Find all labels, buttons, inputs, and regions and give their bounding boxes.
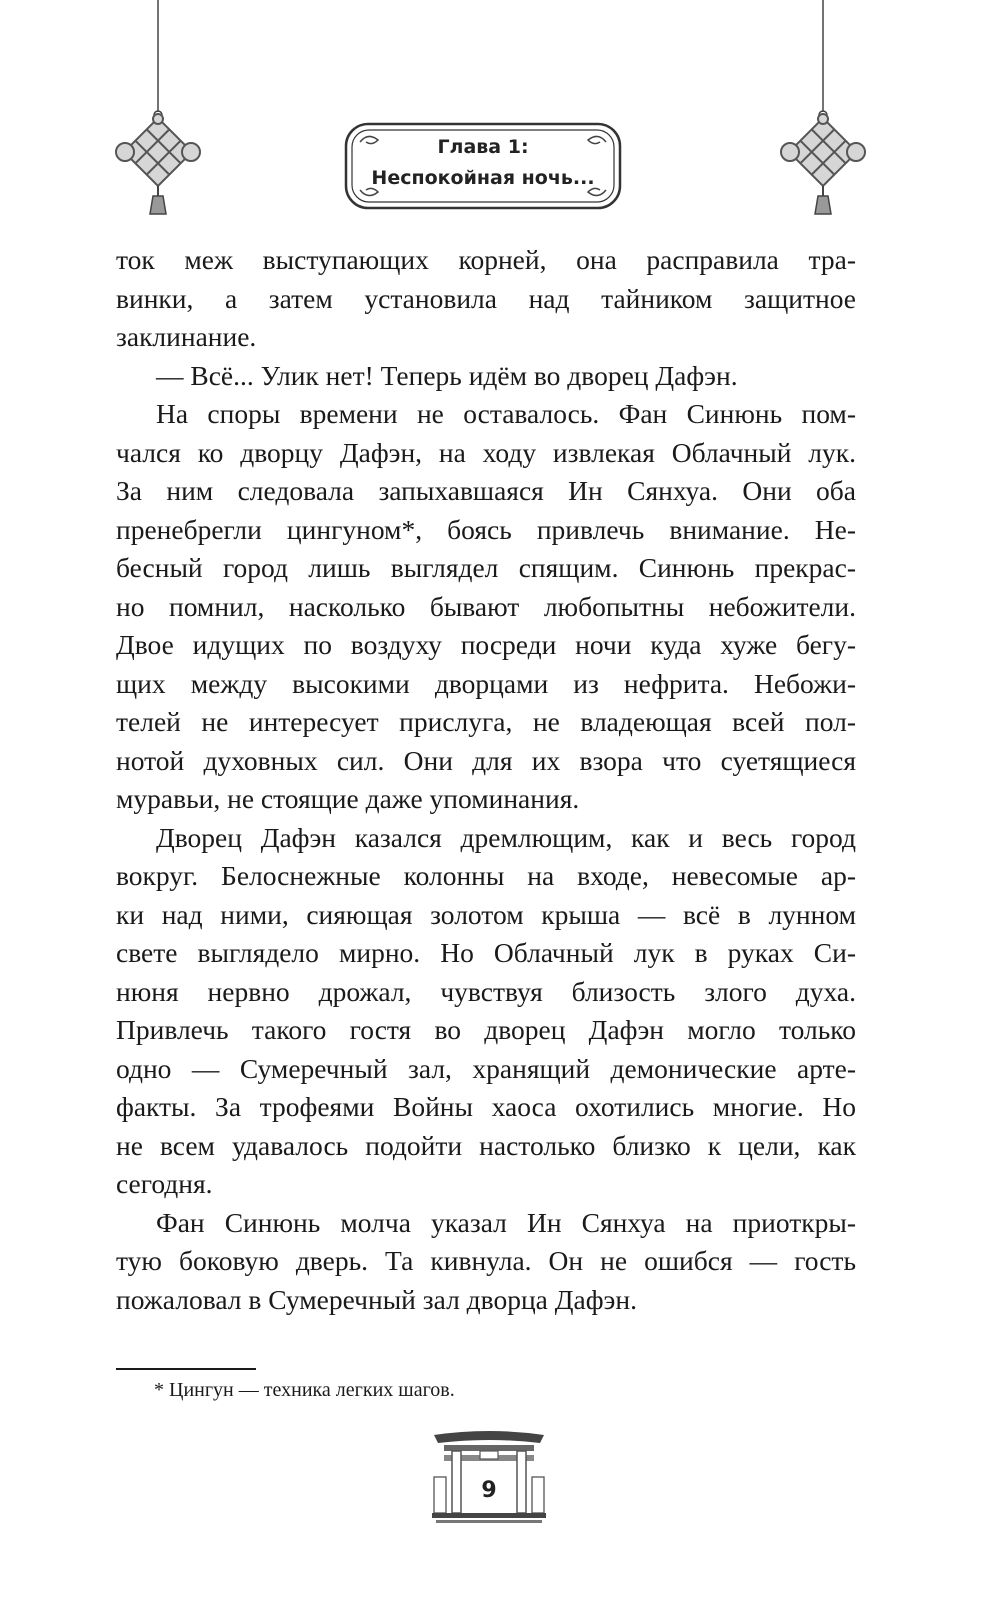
- text-line: ки над ними, сияющая золотом крыша — всё в лунном: [116, 898, 856, 930]
- text-line: ток меж выступающих корней, она расправила тра-: [116, 244, 856, 275]
- text-line: Фан Синюнь молча указал Ин Сянхуа на приоткры-: [156, 1206, 856, 1238]
- text-line: — Всё... Улик нет! Теперь идём во дворец Дафэн.: [156, 359, 738, 391]
- chapter-number: Глава 1:: [437, 136, 529, 158]
- text-line: пожаловал в Сумеречный зал дворца Дафэн.: [116, 1283, 637, 1315]
- torii-gate-icon: [430, 1425, 548, 1525]
- footnote-divider: [116, 1368, 256, 1370]
- text-line: одно — Сумеречный зал, хранящий демонические арте-: [116, 1052, 856, 1084]
- text-line: чался ко дворцу Дафэн, на ходу извлекая Облачный лук.: [116, 436, 856, 468]
- text-line: вокруг. Белоснежные колонны на входе, невесомые ар-: [116, 860, 856, 891]
- text-line: свете выглядело мирно. Но Облачный лук в руках Си-: [116, 937, 856, 968]
- page-number: 9: [481, 1478, 497, 1503]
- text-line: винки, а затем установила над тайником защитное: [116, 282, 856, 314]
- chapter-title: Неспокойная ночь...: [371, 167, 595, 189]
- text-line: пренебрегли цингуном*, боясь привлечь внимание. Не-: [116, 513, 856, 545]
- chapter-heading: [340, 118, 626, 214]
- text-line: муравьи, не стоящие даже упоминания.: [116, 783, 580, 814]
- text-line: нотой духовных сил. Они для их взора что суетящиеся: [116, 744, 856, 776]
- endless-knot-ornament-right: [778, 0, 868, 215]
- text-line: За ним следовала запыхавшаяся Ин Сянхуа. Они оба: [116, 475, 856, 506]
- text-line: На споры времени не оставалось. Фан Синюнь пом-: [156, 398, 856, 429]
- text-line: сегодня.: [116, 1168, 213, 1199]
- text-line: Дворец Дафэн казался дремлющим, как и весь город: [156, 821, 856, 853]
- text-line: телей не интересует прислуга, не владеющая всей пол-: [116, 706, 856, 737]
- body-text: [116, 241, 856, 1319]
- text-line: щих между высокими дворцами из нефрита. Небожи-: [116, 667, 856, 699]
- text-line: не всем удавалось подойти настолько близко к цели, как: [116, 1129, 856, 1161]
- text-line: нюня нервно дрожал, чувствуя близость злого духа.: [116, 975, 856, 1007]
- text-line: бесный город лишь выглядел спящим. Синюнь прекрас-: [116, 552, 856, 583]
- text-line: Двое идущих по воздуху посреди ночи куда хуже бегу-: [116, 629, 856, 660]
- text-line: Привлечь такого гостя во дворец Дафэн могло только: [116, 1014, 856, 1045]
- text-line: факты. За трофеями Войны хаоса охотились многие. Но: [116, 1091, 856, 1122]
- text-line: тую боковую дверь. Та кивнула. Он не ошибся — гость: [116, 1245, 856, 1276]
- text-line: но помнил, насколько бывают любопытны небожители.: [116, 590, 856, 622]
- endless-knot-ornament-left: [113, 0, 203, 215]
- text-line: заклинание.: [116, 321, 257, 352]
- footnote: * Цингун — техника легких шагов.: [154, 1379, 455, 1401]
